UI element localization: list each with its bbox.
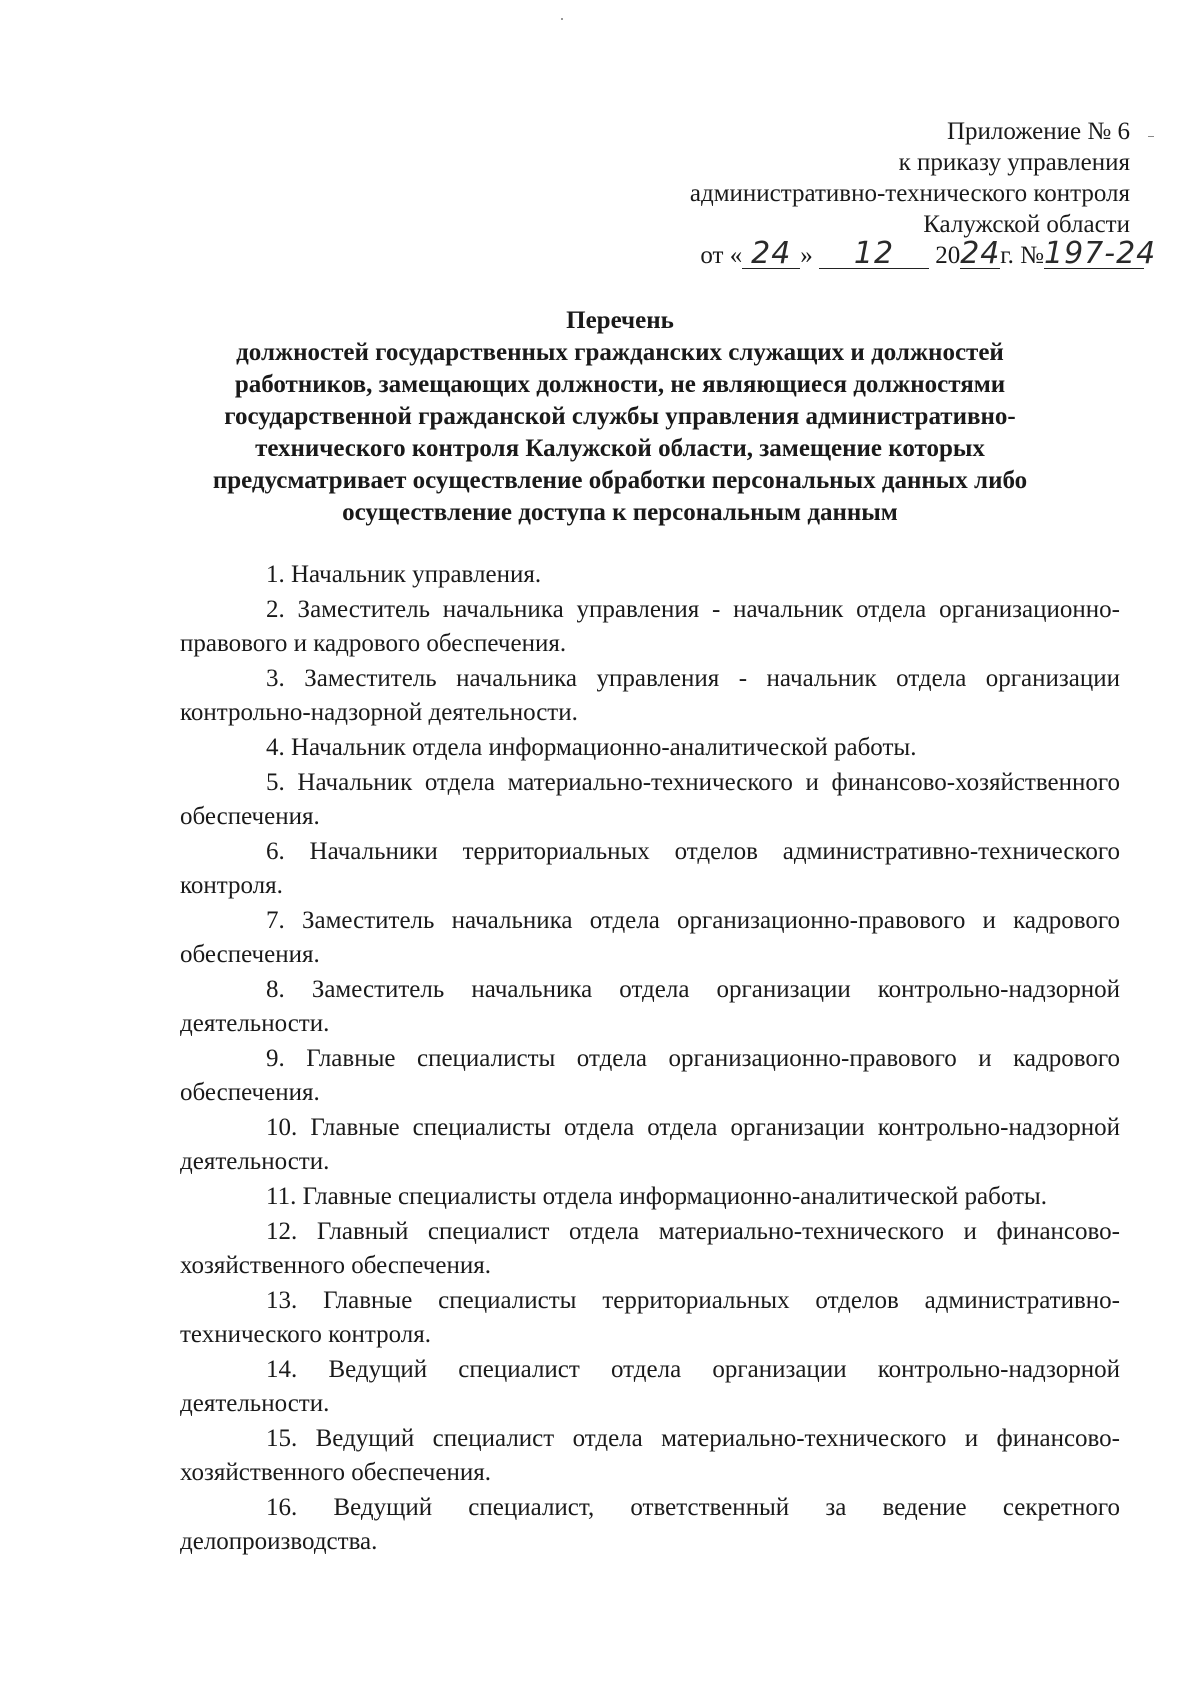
date-day-handwritten: 24 bbox=[742, 240, 800, 269]
scan-mark bbox=[1148, 136, 1154, 137]
appendix-number: Приложение № 6 bbox=[946, 118, 1130, 145]
scan-speck bbox=[561, 18, 563, 20]
region-name: Калужской области bbox=[923, 211, 1130, 238]
list-item: 15. Ведущий специалист отдела материально-технического и финансово-хозяйственного обеспечения. bbox=[180, 1425, 1120, 1486]
date-year-prefix: 20 bbox=[935, 242, 961, 269]
title-line: государственной гражданской службы управления административно- bbox=[224, 403, 1016, 430]
list-item: 13. Главные специалисты территориальных отделов административно-технического контроля. bbox=[180, 1287, 1120, 1348]
positions-list bbox=[180, 558, 1120, 1560]
list-item: 1. Начальник управления. bbox=[266, 561, 542, 588]
list-item: 14. Ведущий специалист отдела организации контрольно-надзорной деятельности. bbox=[180, 1356, 1120, 1417]
list-item: 6. Начальники территориальных отделов административно-технического контроля. bbox=[180, 838, 1120, 899]
list-item: 10. Главные специалисты отдела отдела организации контрольно-надзорной деятельности. bbox=[180, 1114, 1120, 1175]
list-item: 9. Главные специалисты отдела организационно-правового и кадрового обеспечения. bbox=[180, 1045, 1120, 1106]
document-title bbox=[180, 305, 1060, 529]
title-line: осуществление доступа к персональным данным bbox=[342, 499, 898, 526]
order-number-handwritten: 197-24 bbox=[1044, 236, 1157, 271]
list-item: 4. Начальник отдела информационно-аналитической работы. bbox=[266, 734, 917, 761]
title-line: технического контроля Калужской области, замещение которых bbox=[255, 435, 985, 462]
order-date-line bbox=[700, 236, 1157, 271]
title-line: работников, замещающих должности, не являющиеся должностями bbox=[234, 371, 1006, 398]
date-prefix: от « bbox=[700, 242, 743, 269]
date-mid: » bbox=[800, 242, 813, 269]
date-month-handwritten: 12 bbox=[819, 240, 929, 269]
list-item: 7. Заместитель начальника отдела организационно-правового и кадрового обеспечения. bbox=[180, 907, 1120, 968]
list-item: 12. Главный специалист отдела материально-технического и финансово-хозяйственного обеспечения. bbox=[180, 1218, 1120, 1279]
list-item: 5. Начальник отдела материально-технического и финансово-хозяйственного обеспечения. bbox=[180, 769, 1120, 830]
department-name: административно-технического контроля bbox=[689, 180, 1130, 207]
list-item: 16. Ведущий специалист, ответственный за ведение секретного делопроизводства. bbox=[180, 1494, 1120, 1555]
order-reference: к приказу управления bbox=[898, 149, 1130, 176]
list-item: 2. Заместитель начальника управления - начальник отдела организационно-правового и кадрового обеспечения. bbox=[180, 596, 1120, 657]
appendix-header bbox=[490, 116, 1130, 240]
date-year-handwritten: 24 bbox=[960, 236, 1001, 271]
title-line: Перечень bbox=[566, 307, 674, 334]
title-line: предусматривает осуществление обработки персональных данных либо bbox=[212, 467, 1028, 494]
title-line: должностей государственных гражданских служащих и должностей bbox=[236, 339, 1004, 366]
date-num-prefix: г. № bbox=[1000, 242, 1044, 269]
list-item: 11. Главные специалисты отдела информационно-аналитической работы. bbox=[266, 1183, 1047, 1210]
list-item: 3. Заместитель начальника управления - начальник отдела организации контрольно-надзорной деятельности. bbox=[180, 665, 1120, 726]
list-item: 8. Заместитель начальника отдела организации контрольно-надзорной деятельности. bbox=[180, 976, 1120, 1037]
